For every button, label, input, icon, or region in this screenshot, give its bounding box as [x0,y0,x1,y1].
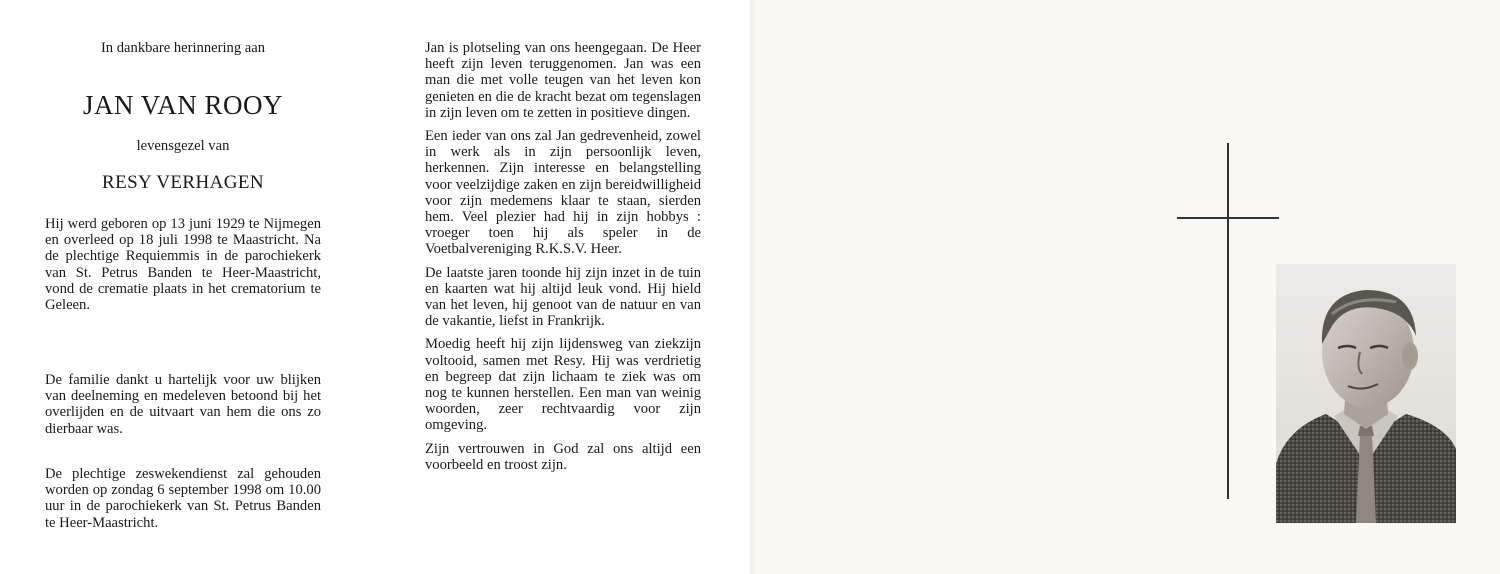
inner-right-page [750,0,1500,574]
portrait-photo [1276,264,1456,523]
biography-paragraph: Hij werd geboren op 13 juni 1929 te Nijmegen en overleed op 18 juli 1998 te Maastricht. Na de plechtige Requiemmis in de parochiekerk van St. Petrus Banden te Heer-Maastricht, vond de crematie plaats in het crematorium te Geleen. [45,216,321,314]
tribute-paragraph: Een ieder van ons zal Jan gedrevenheid, zowel in werk als in zijn persoonlijk leven, herkennen. Zijn interesse en belangstelling voor veelzijdige zaken en zijn bereidwilligheid voor zijn medemens klaar te staan, sierden hem. Veel plezier had hij in zijn hobbys : vroeger toen hij als speler in de Voetbalvereniging R.K.S.V. Heer. [425,128,701,258]
partner-name: RESY VERHAGEN [102,172,264,193]
cross-icon [1227,143,1229,499]
partner-label: levensgezel van [136,138,230,154]
tribute-paragraph: Zijn vertrouwen in God zal ons altijd een voorbeeld en troost zijn. [425,440,701,473]
card-fold [750,0,756,574]
deceased-name: JAN VAN ROOY [82,90,284,120]
tribute-paragraph: Moedig heeft hij zijn lijdensweg van ziekzijn voltooid, samen met Resy. Hij was verdrietig en begreep dat zijn lichaam te ziek was om nog te kunnen herstellen. Een man van weinig woorden, zeer rechtvaardig voor zijn omgeving. [425,336,701,434]
cross-bar [1177,217,1279,219]
tribute-text-column [425,40,701,480]
tribute-paragraph: Jan is plotseling van ons heengegaan. De Heer heeft zijn leven teruggenomen. Jan was een man die met volle teugen van het leven kon genieten en die de kracht bezat om tegenslagen in zijn leven om te zetten in positieve dingen. [425,40,701,121]
memorial-service-paragraph: De plechtige zeswekendienst zal gehouden worden op zondag 6 september 1998 om 10.00 uur in de parochiekerk van St. Petrus Banden te Heer-Maastricht. [45,466,321,531]
thanks-paragraph: De familie dankt u hartelijk voor uw blijken van deelneming en medeleven betoond bij het overlijden en de uitvaart van hem die ons zo dierbaar was. [45,372,321,437]
intro-line: In dankbare herinnering aan [100,40,266,56]
tribute-paragraph: De laatste jaren toonde hij zijn inzet in de tuin en kaarten wat hij altijd leuk vond. Hij hield van het leven, hij genoot van de natuur en van de vakantie, liefst in Frankrijk. [425,264,701,330]
